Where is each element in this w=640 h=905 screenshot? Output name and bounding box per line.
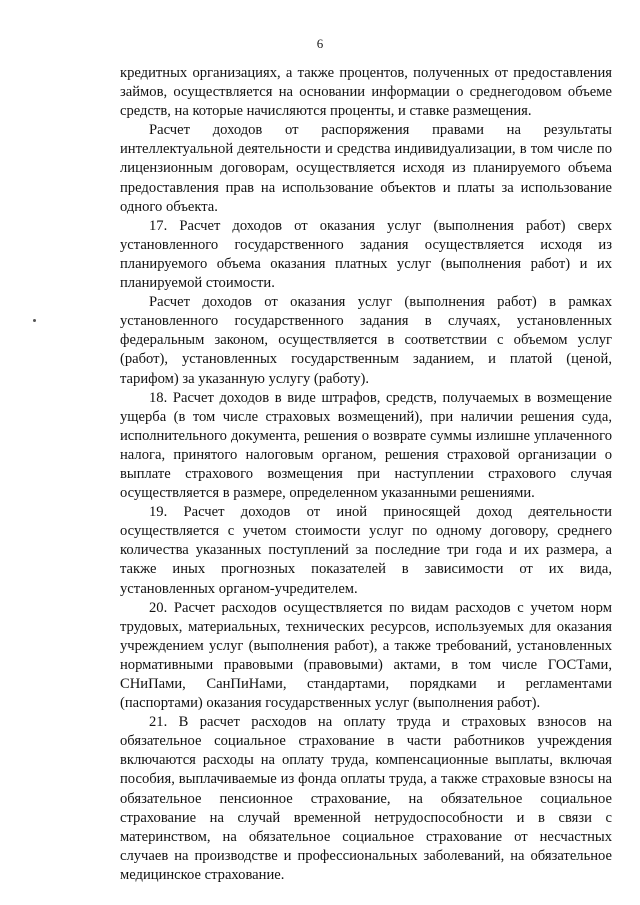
paragraph-continuation: кредитных организациях, а также процентов, полученных от предоставления займов, осуществляется на основании информации о среднегодовом объеме средств, на которые начисляются проценты, и ставке размещения.: [120, 65, 612, 120]
paragraph-17-services-income: 17. Расчет доходов от оказания услуг (выполнения работ) сверх установленного государственного задания осуществляется исходя из планируемого объема оказания платных услуг (выполнения работ) и их планируемой стоимости.: [120, 217, 612, 292]
page-number: 6: [316, 36, 324, 51]
paragraph-state-task-income: Расчет доходов от оказания услуг (выполнения работ) в рамках установленного государственного задания в случаях, установленных федеральным законом, осуществляется в соответствии с объемом услуг (работ), установленных государственным заданием, и платой (ценой, тарифом) за указанную услугу (работу).: [120, 294, 612, 387]
paragraph-intellectual-property-income: Расчет доходов от распоряжения правами на результаты интеллектуальной деятельности и средства индивидуализации, в том числе по лицензионным договорам, осуществляется исходя из планируемого объема предоставления прав на использование объектов и платы за использование одного объекта.: [120, 122, 612, 215]
margin-mark: [33, 319, 36, 322]
document-body: [120, 64, 612, 885]
paragraph-18-fines-income: 18. Расчет доходов в виде штрафов, средств, получаемых в возмещение ущерба (в том числе страховых возмещений), при наличии решения суда, исполнительного документа, решения о возврате суммы излишне уплаченного налога, принятого налоговым органом, решения страховой организации о выплате страхового возмещения при наступлении страхового случая осуществляется в размере, определенном указанными решениями.: [120, 389, 612, 502]
paragraph-19-other-income: 19. Расчет доходов от иной приносящей доход деятельности осуществляется с учетом стоимости услуг по одному договору, среднего количества указанных поступлений за последние три года и их размера, а также иных прогнозных показателей в зависимости от их вида, установленных органом-учредителем.: [120, 504, 612, 597]
paragraph-20-expenses: 20. Расчет расходов осуществляется по видам расходов с учетом норм трудовых, материальных, технических ресурсов, используемых для оказания учреждением услуг (выполнения работ), а также требований, установленных нормативными правовыми (правовыми) актами, в том числе ГОСТами, СНиПами, СанПиНами, стандартами, порядками и регламентами (паспортами) оказания государственных услуг (выполнения работ).: [120, 599, 612, 712]
paragraph-21-payroll-expenses: 21. В расчет расходов на оплату труда и страховых взносов на обязательное социальное страхование в части работников учреждения включаются расходы на оплату труда, компенсационные выплаты, включая пособия, выплачиваемые из фонда оплаты труда, а также страховые взносы на обязательное пенсионное страхование, на обязательное социальное страхование на случай временной нетрудоспособности и в связи с материнством, на обязательное социальное страхование от несчастных случаев на производстве и профессиональных заболеваний, на обязательное медицинское страхование.: [120, 714, 612, 883]
